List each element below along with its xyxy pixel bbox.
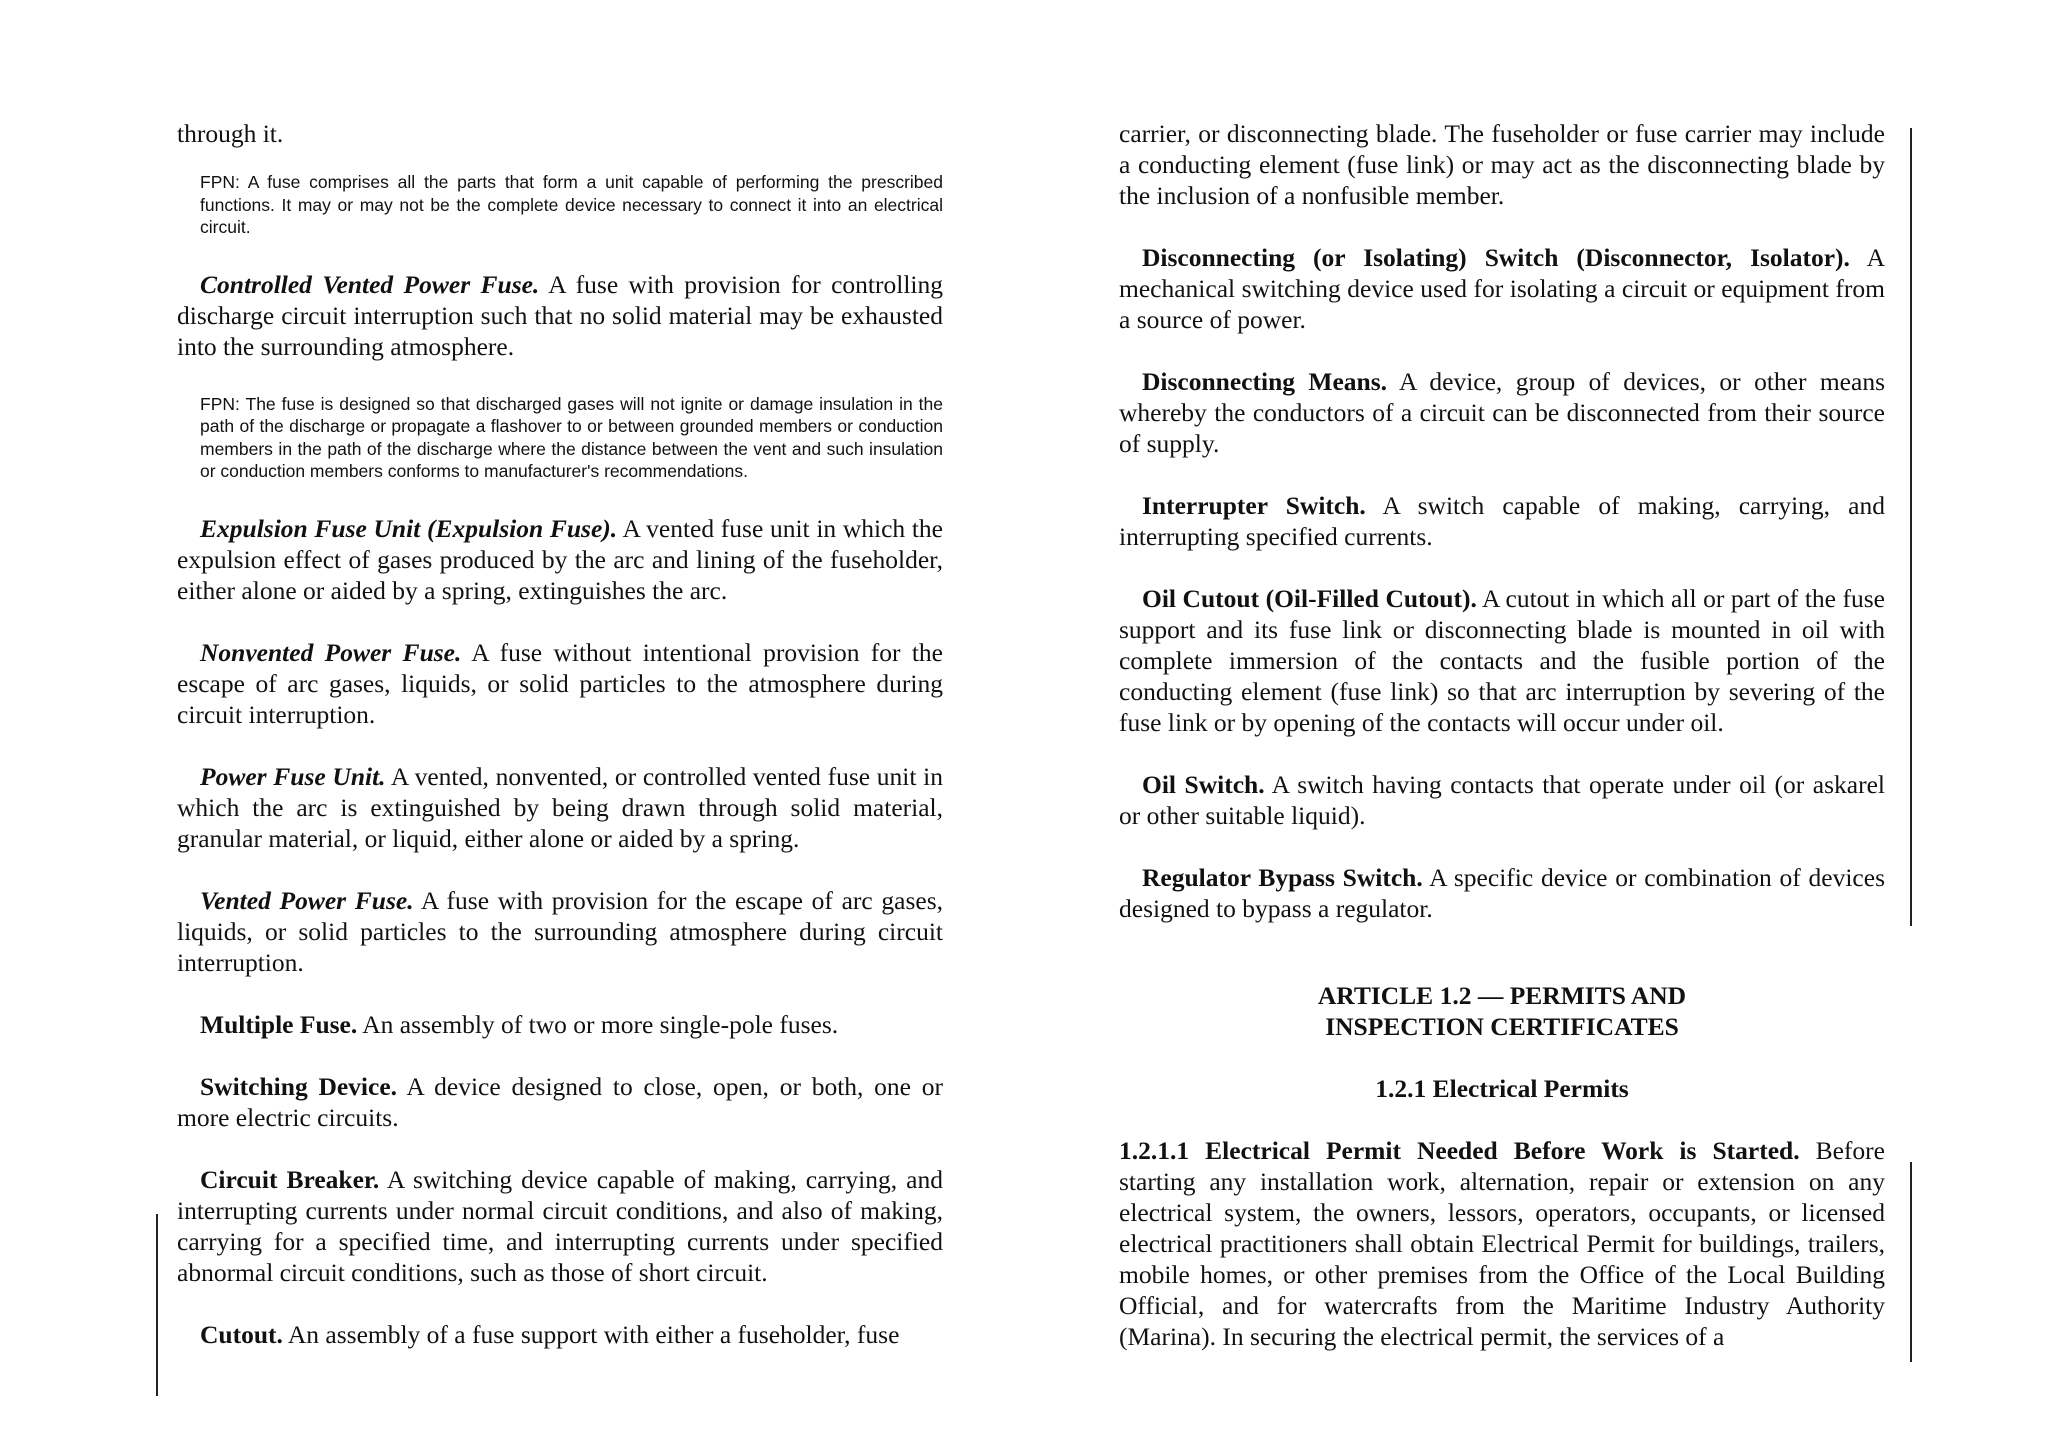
article-heading-line-2: INSPECTION CERTIFICATES bbox=[1325, 1012, 1679, 1041]
term: 1.2.1.1 Electrical Permit Needed Before Work is Started. bbox=[1119, 1136, 1800, 1165]
definition-text: A fuse without intentional provision for the escape of arc gases, liquids, or solid particles to the atmosphere during circuit interruption. bbox=[177, 637, 943, 729]
term: Interrupter Switch. bbox=[1142, 491, 1366, 520]
left-column bbox=[177, 118, 943, 1381]
definition-text: Before starting any installation work, alternation, repair or extension on any electrical system, the owners, lessors, operators, occupants, or licensed electrical practitioners shall obtain Electrical Permit for buildings, trailers, mobile homes, or other premises from the Office of the Local Building Official, and for watercrafts from the Maritime Industry Authority (Marina). In securing the electrical permit, the services of a bbox=[1119, 1136, 1885, 1351]
term: Cutout. bbox=[200, 1319, 283, 1349]
definition-text: A specific device or combination of devices designed to bypass a regulator. bbox=[1119, 863, 1885, 923]
term: Regulator Bypass Switch. bbox=[1142, 863, 1423, 892]
term: Multiple Fuse. bbox=[200, 1009, 358, 1039]
fpn-note-discharge: FPN: The fuse is designed so that discharged gases will not ignite or damage insulation in the path of the discharge or propagate a flashover to or between grounded members or conduction members in the path of the discharge where the distance between the vent and such insulation or conduction members conforms to manufacturer's recommendations. bbox=[200, 393, 943, 481]
term: Switching Device. bbox=[200, 1071, 398, 1101]
definition-nonvented-power-fuse bbox=[177, 637, 943, 730]
definition-disconnecting-means bbox=[1119, 366, 1885, 459]
section-heading: 1.2.1 Electrical Permits bbox=[1375, 1074, 1629, 1103]
definition-text: A vented fuse unit in which the expulsion effect of gases produced by the arc and lining of the fuseholder, either alone or aided by a spring, extinguishes the arc. bbox=[177, 513, 944, 605]
definition-text: A switching device capable of making, carrying, and interrupting currents under normal circuit conditions, and also of making, carrying for a specified time, and interrupting currents under specified abnormal circuit conditions, such as those of short circuit. bbox=[177, 1164, 943, 1287]
definition-text: An assembly of a fuse support with either a fuseholder, fuse bbox=[282, 1319, 900, 1349]
article-heading-line-1: ARTICLE 1.2 — PERMITS AND bbox=[1317, 981, 1687, 1010]
change-bar-right-top bbox=[1910, 128, 1912, 926]
definition-oil-switch bbox=[1119, 769, 1885, 831]
term: Oil Switch. bbox=[1142, 770, 1265, 799]
definition-text: A cutout in which all or part of the fuse support and its fuse link or disconnecting blade is mounted in oil with complete immersion of the contacts and the fusible portion of the conducting element (fuse link) so that arc interruption by severing of the fuse link or by opening of the contacts will occur under oil. bbox=[1119, 584, 1885, 737]
change-bar-left bbox=[156, 1214, 158, 1396]
term: Expulsion Fuse Unit (Expulsion Fuse). bbox=[200, 513, 618, 543]
definition-oil-cutout bbox=[1119, 583, 1885, 738]
definition-regulator-bypass-switch bbox=[1119, 862, 1885, 924]
term: Nonvented Power Fuse. bbox=[200, 637, 462, 667]
term: Vented Power Fuse. bbox=[200, 885, 414, 915]
definition-text: A mechanical switching device used for isolating a circuit or equipment from a source of power. bbox=[1119, 243, 1886, 334]
term: Oil Cutout (Oil-Filled Cutout). bbox=[1142, 584, 1477, 613]
definition-disconnecting-switch bbox=[1119, 242, 1885, 335]
definition-text: A fuse with provision for the escape of arc gases, liquids, or solid particles to the surrounding atmosphere during circuit interruption. bbox=[177, 885, 943, 977]
definition-circuit-breaker bbox=[177, 1164, 943, 1288]
change-bar-right-bottom bbox=[1910, 1162, 1912, 1362]
definition-text: A device designed to close, open, or both, one or more electric circuits. bbox=[177, 1071, 943, 1132]
definition-text: A vented, nonvented, or controlled vented fuse unit in which the arc is extinguished by being drawn through solid material, granular material, or liquid, either alone or aided by a spring. bbox=[177, 761, 943, 853]
right-column bbox=[1119, 118, 1885, 1383]
definition-interrupter-switch bbox=[1119, 490, 1885, 552]
definition-text: A switch having contacts that operate under oil (or askarel or other suitable liquid). bbox=[1119, 770, 1885, 830]
definition-text: A fuse with provision for controlling discharge circuit interruption such that no solid material may be exhausted into the surrounding atmosphere. bbox=[177, 269, 944, 361]
intro-text: through it. bbox=[177, 119, 284, 148]
fpn-note-fuse: FPN: A fuse comprises all the parts that form a unit capable of performing the prescribed functions. It may or may not be the complete device necessary to connect it into an electrical circuit. bbox=[200, 172, 943, 237]
term: Disconnecting (or Isolating) Switch (Disconnector, Isolator). bbox=[1142, 243, 1850, 272]
term: Power Fuse Unit. bbox=[200, 761, 386, 791]
definition-cutout bbox=[177, 1319, 943, 1350]
term: Circuit Breaker. bbox=[200, 1164, 380, 1194]
definition-text: A device, group of devices, or other means whereby the conductors of a circuit can be disconnected from their source of supply. bbox=[1119, 367, 1885, 458]
continued-text: carrier, or disconnecting blade. The fuseholder or fuse carrier may include a conducting element (fuse link) or may act as the disconnecting blade by the inclusion of a nonfusible member. bbox=[1119, 119, 1885, 210]
definition-text: An assembly of two or more single-pole fuses. bbox=[357, 1009, 839, 1039]
section-electrical-permit-needed bbox=[1119, 1135, 1885, 1352]
term: Disconnecting Means. bbox=[1142, 367, 1388, 396]
definition-text: A switch capable of making, carrying, and interrupting specified currents. bbox=[1119, 491, 1885, 551]
definition-controlled-vented-power-fuse bbox=[177, 269, 943, 362]
definition-vented-power-fuse bbox=[177, 885, 943, 978]
definition-expulsion-fuse-unit bbox=[177, 513, 943, 606]
definition-power-fuse-unit bbox=[177, 761, 943, 854]
definition-multiple-fuse bbox=[177, 1009, 943, 1040]
definition-switching-device bbox=[177, 1071, 943, 1133]
term: Controlled Vented Power Fuse. bbox=[200, 269, 540, 299]
